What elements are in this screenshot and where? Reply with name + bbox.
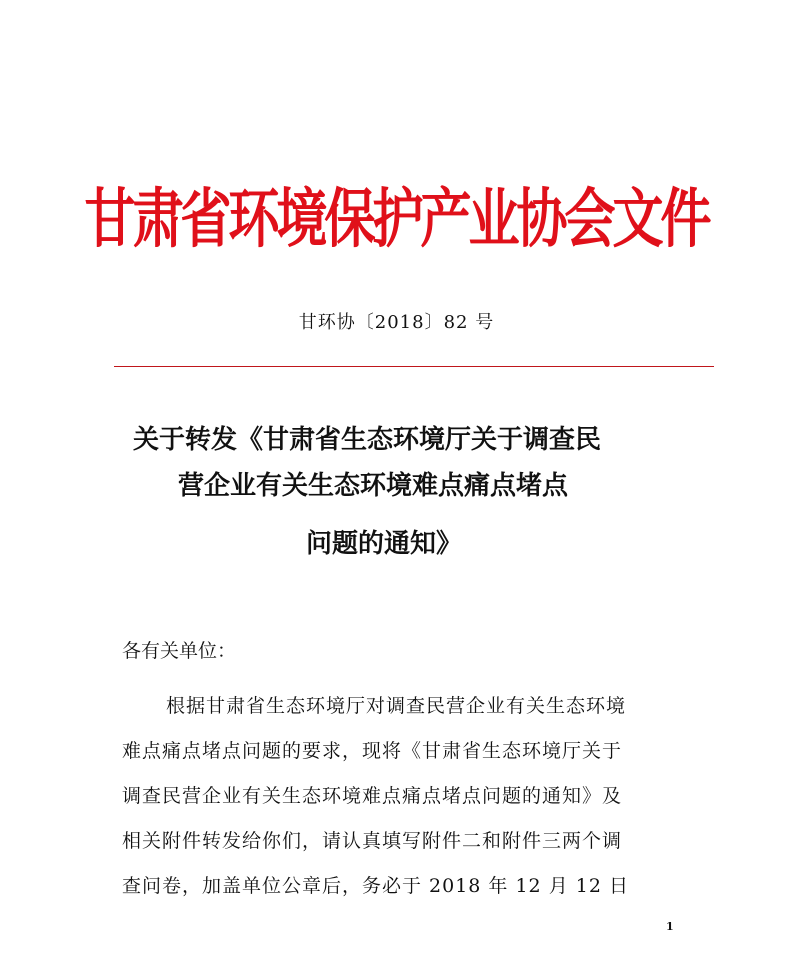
- body-paragraph-line: 查问卷，加盖单位公章后，务必于 2018 年 12 月 12 日: [122, 875, 629, 897]
- body-paragraph-line: 调查民营企业有关生态环境难点痛点堵点问题的通知》及: [122, 785, 623, 807]
- body-paragraph-line: 相关附件转发给你们，请认真填写附件二和附件三两个调: [122, 830, 623, 852]
- body-paragraph-line: 难点痛点堵点问题的要求，现将《甘肃省生态环境厅关于: [122, 740, 623, 762]
- red-divider-line: [114, 366, 714, 367]
- page-number: 1: [666, 920, 674, 933]
- title-line: 关于转发《甘肃省生态环境厅关于调查民: [133, 425, 602, 455]
- salutation: 各有关单位：: [122, 640, 237, 662]
- document-number: 甘环协〔2018〕82 号: [298, 312, 495, 333]
- masthead-title: 甘肃省环境保护产业协会文件: [84, 183, 709, 257]
- title-line: 营企业有关生态环境难点痛点堵点: [178, 471, 569, 501]
- body-paragraph-line: 根据甘肃省生态环境厅对调查民营企业有关生态环境: [166, 695, 627, 717]
- title-line: 问题的通知》: [306, 529, 463, 559]
